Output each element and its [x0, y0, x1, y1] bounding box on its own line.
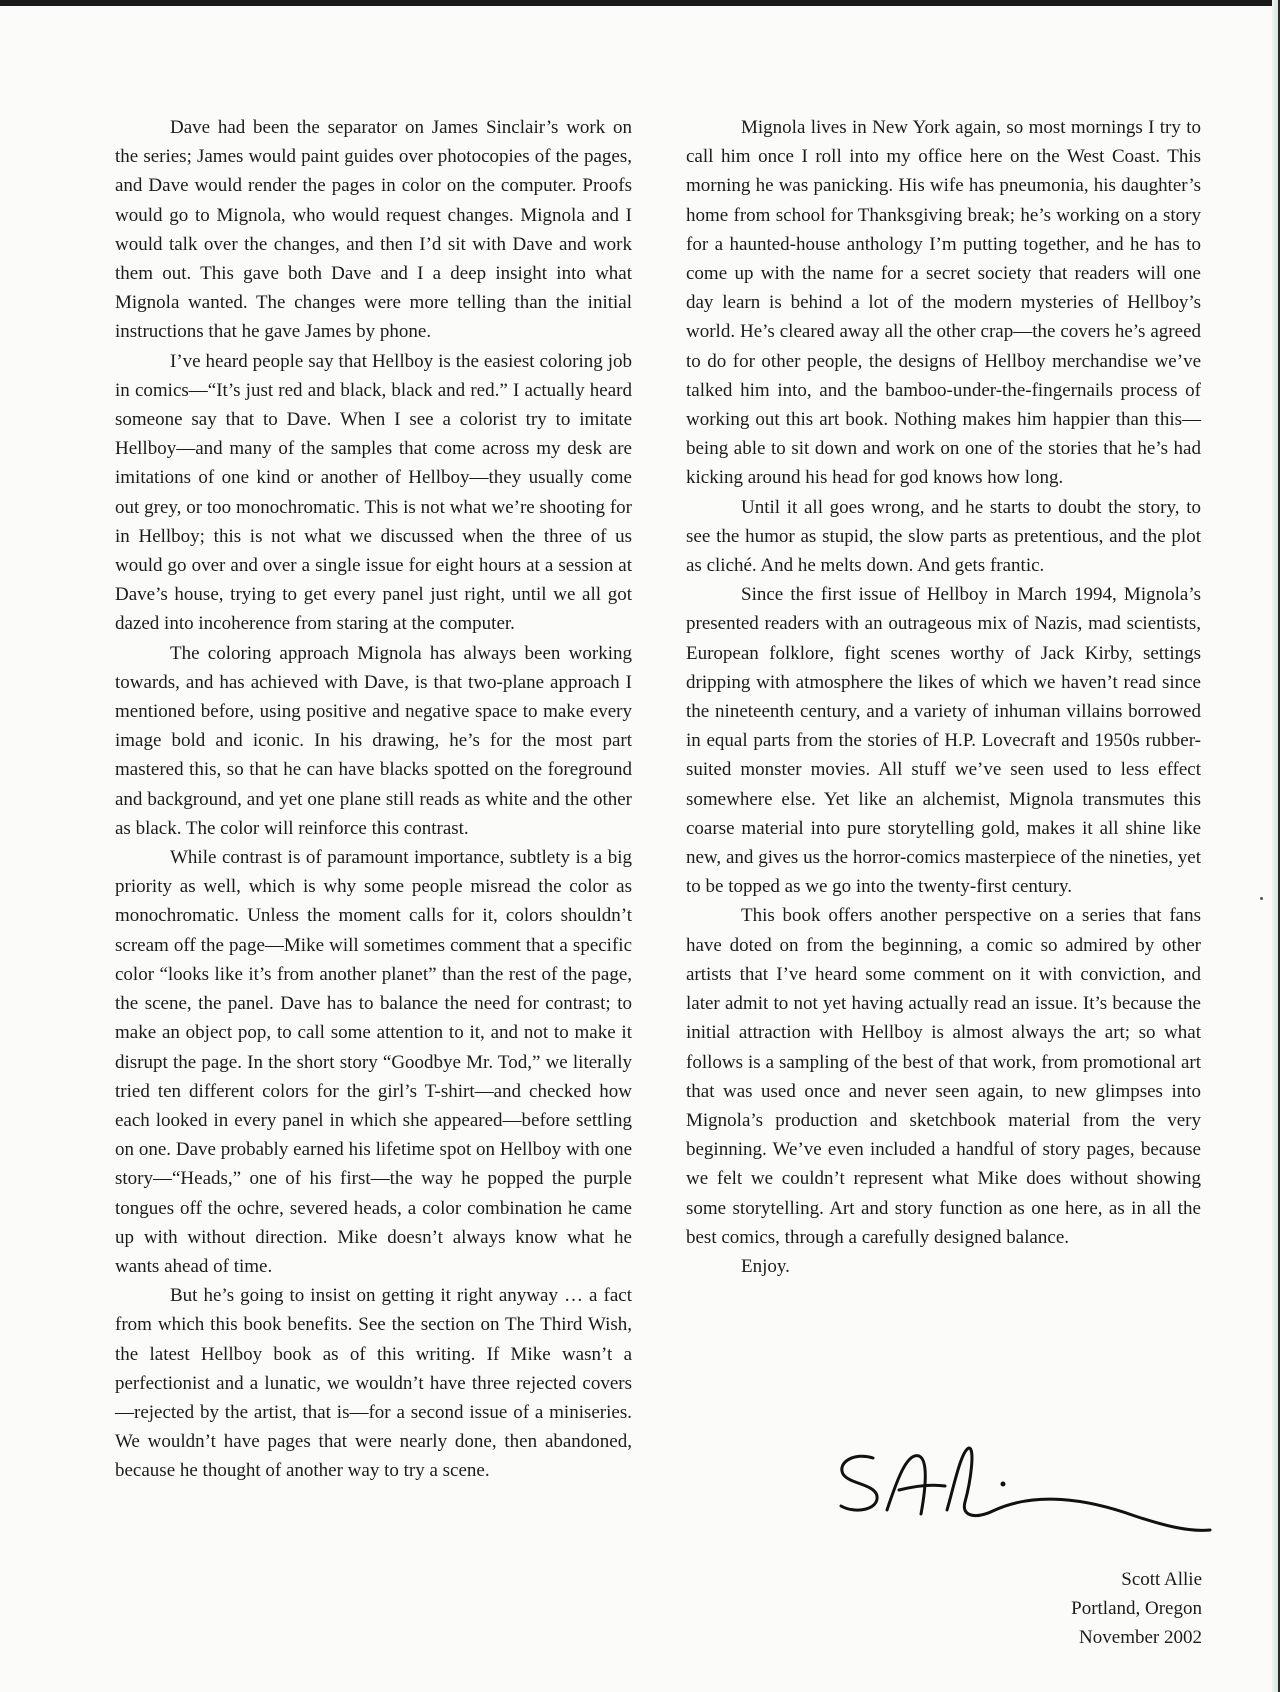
author-date: November 2002: [1079, 1627, 1202, 1648]
paragraph: I’ve heard people say that Hellboy is the easiest coloring job in comics—“It’s just red and black, black and red.” I actually heard someone say that to Dave. When I see a colorist try to imitate Hellboy—and many of the samples that come across my desk are imitations of one kind or another of Hellboy—they usually come out grey, or too monochromatic. This is not what we’re shooting for in Hellboy; this is not what we discussed when the three of us would go over and over a single issue for eight hours at a session at Dave’s house, trying to get every panel just right, until we all got dazed into incoherence from staring at the computer.: [115, 350, 632, 635]
scan-speck: [1260, 897, 1263, 900]
handwritten-signature: [835, 1440, 1215, 1560]
paragraph: Mignola lives in New York again, so most mornings I try to call him once I roll into my office here on the West Coast. This morning he was panicking. His wife has pneumonia, his daughter’s home from school for Thanksgiving break; he’s working on a story for a haunted-house anthology I’m putting together, and he has to come up with the name for a secret society that readers will one day learn is behind a lot of the modern mysteries of Hellboy’s world. He’s cleared away all the other crap—the covers he’s agreed to do for other people, the designs of Hellboy merchandise we’ve talked him into, and the bamboo-under-the-fingernails process of working out this art book. Nothing makes him happier than this—being able to sit down and work on one of the stories that he’s had kicking around his head for god knows how long.: [686, 117, 1201, 489]
paragraph: Dave had been the separator on James Sinclair’s work on the series; James would paint guides over photocopies of the pages, and Dave would render the pages in color on the computer. Proofs would go to Mignola, who would request changes. Mignola and I would talk over the changes, and then I’d sit with Dave and work them out. This gave both Dave and I a deep insight into what Mignola wanted. The changes were more telling than the initial instructions that he gave James by phone.: [115, 117, 632, 343]
paragraph: Since the first issue of Hellboy in March 1994, Mignola’s presented readers with an outrageous mix of Nazis, mad scientists, European folklore, fight scenes worthy of Jack Kirby, settings dripping with atmosphere the likes of which we haven’t read since the nineteenth century, and a variety of inhuman villains borrowed in equal parts from the stories of H.P. Lovecraft and 1950s rubber-suited monster movies. All stuff we’ve seen used to less effect somewhere else. Yet like an alchemist, Mignola transmutes this coarse material into pure storytelling gold, makes it all shine like new, and gives us the horror-comics masterpiece of the nineties, yet to be topped as we go into the twenty-first century.: [686, 584, 1201, 898]
author-location: Portland, Oregon: [1071, 1598, 1202, 1619]
right-column: [686, 113, 1201, 1281]
signature-block: [1071, 1565, 1202, 1652]
paragraph: Enjoy.: [741, 1255, 790, 1277]
paragraph: The coloring approach Mignola has always been working towards, and has achieved with Dave, is that two-plane approach I mentioned before, using positive and negative space to make every image bold and iconic. In his drawing, he’s for the most part mastered this, so that he can have blacks spotted on the foreground and background, and yet one plane still reads as white and the other as black. The color will reinforce this contrast.: [115, 642, 632, 839]
left-column: [115, 113, 632, 1486]
paragraph: This book offers another perspective on a series that fans have doted on from the beginning, a comic so admired by other artists that I’ve heard some comment on it with conviction, and later admit to not yet having actually read an issue. It’s because the initial attraction with Hellboy is almost always the art; so what follows is a sampling of the best of that work, from promotional art that was used once and never seen again, to new glimpses into Mignola’s production and sketchbook material from the very beginning. We’ve even included a handful of story pages, because we felt we couldn’t represent what Mike does without showing some storytelling. Art and story function as one here, as in all the best comics, through a carefully designed balance.: [686, 905, 1201, 1248]
author-name: Scott Allie: [1121, 1569, 1202, 1590]
paragraph: Until it all goes wrong, and he starts to doubt the story, to see the humor as stupid, the slow parts as pretentious, and the plot as cliché. And he melts down. And gets frantic.: [686, 496, 1201, 577]
paragraph: While contrast is of paramount importance, subtlety is a big priority as well, which is why some people misread the color as monochromatic. Unless the moment calls for it, colors shouldn’t scream off the page—Mike will sometimes comment that a specific color “looks like it’s from another planet” than the rest of the page, the scene, the panel. Dave has to balance the need for contrast; to make an object pop, to call some attention to it, and not to make it disrupt the page. In the short story “Goodbye Mr. Tod,” we literally tried ten different colors for the girl’s T-shirt—and checked how each looked in every panel in which she appeared—before settling on one. Dave probably earned his lifetime spot on Hellboy with one story—“Heads,” one of his first—the way he popped the purple tongues off the ochre, severed heads, a color combination he came up with without direction. Mike doesn’t always know what he wants ahead of time.: [115, 847, 632, 1277]
paragraph: But he’s going to insist on getting it right anyway … a fact from which this book benefits. See the section on The Third Wish, the latest Hellboy book as of this writing. If Mike wasn’t a perfectionist and a lunatic, we wouldn’t have three rejected covers—rejected by the artist, that is—for a second issue of a miniseries. We wouldn’t have pages that were nearly done, then abandoned, because he thought of another way to try a scene.: [115, 1285, 632, 1482]
page-top-edge: [0, 0, 1280, 6]
